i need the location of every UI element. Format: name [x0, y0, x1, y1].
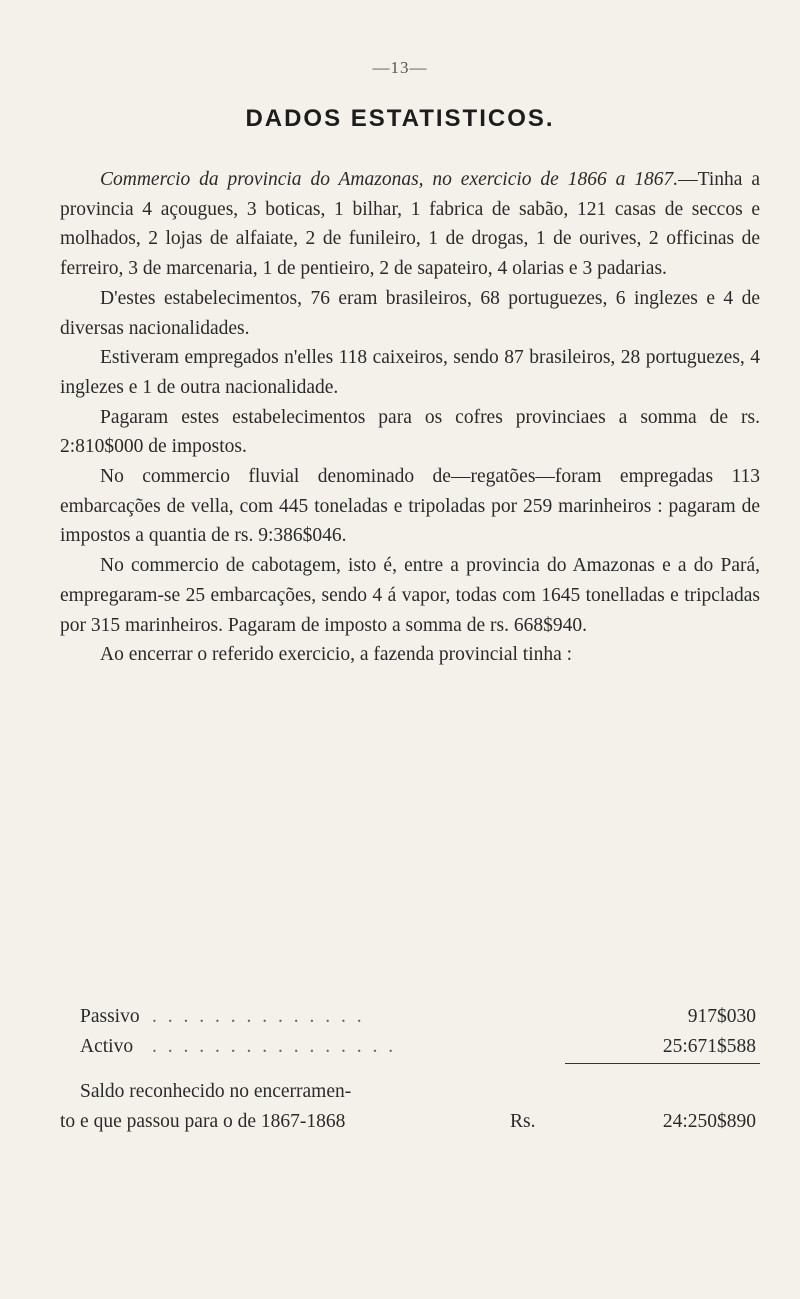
page-title: DADOS ESTATISTICOS.	[245, 105, 555, 132]
leader-dots: . . . . . . . . . . . . . . . .	[152, 1036, 397, 1057]
accounts-table	[60, 1002, 760, 1062]
account-label: Passivo	[80, 1006, 140, 1027]
paragraph-lead: Commercio da provincia do Amazonas, no exercicio de 1866 a 1867.	[100, 169, 679, 190]
paragraph-estabelecimentos: D'estes estabelecimentos, 76 eram brasileiros, 68 portuguezes, 6 inglezes e 4 de diversas nacionalidades.	[60, 287, 760, 339]
leader-dots: . . . . . . . . . . . . . .	[152, 1006, 365, 1027]
paragraph-commercio	[60, 165, 760, 284]
paragraph-cabotagem: No commercio de cabotagem, isto é, entre a provincia do Amazonas e a do Pará, empregaram-se 25 embarcações, sendo 4 á vapor, todas com 1645 tonelladas e tripcladas por 315 marinheiros. Pagaram de imposto a somma de rs. 668$940.	[60, 555, 760, 636]
saldo-text: to e que passou para o de 1867-1868	[60, 1111, 346, 1132]
paragraph-text: —Tinha a provincia 4 açougues, 3 boticas, 1 bilhar, 1 fabrica de sabão, 121 casas de seccos e molhados, 2 lojas de alfaiate, 2 de funileiro, 1 de drogas, 1 de ourives, 2 officinas de ferreiro, 3 de marcenaria, 1 de pentieiro, 2 de sapateiro, 4 olarias e 3 padarias.	[60, 169, 760, 280]
account-row-passivo	[60, 1002, 760, 1032]
saldo-value: 24:250$890	[662, 1111, 756, 1132]
saldo-line-2	[60, 1107, 760, 1137]
account-value: 25:671$588	[662, 1036, 756, 1057]
account-value: 917$030	[687, 1006, 756, 1027]
paragraph-impostos: Pagaram estes estabelecimentos para os cofres provinciaes a somma de rs. 2:810$000 de impostos.	[60, 406, 760, 458]
body-text	[60, 165, 760, 670]
page-number: —13—	[372, 58, 428, 77]
sum-rule-divider	[565, 1063, 760, 1064]
account-row-activo	[60, 1032, 760, 1062]
saldo-block	[60, 1077, 760, 1137]
paragraph-fazenda: Ao encerrar o referido exercicio, a fazenda provincial tinha :	[100, 644, 573, 666]
saldo-currency: Rs.	[510, 1111, 536, 1132]
paragraph-fluvial: No commercio fluvial denominado de—regatões—foram empregadas 113 embarcações de vella, com 445 toneladas e tripoladas por 259 marinheiros : pagaram de impostos a quantia de rs. 9:386$046.	[60, 466, 760, 547]
paragraph-caixeiros: Estiveram empregados n'elles 118 caixeiros, sendo 87 brasileiros, 28 portuguezes, 4 inglezes e 1 de outra nacionalidade.	[60, 347, 760, 398]
account-label: Activo	[80, 1036, 134, 1057]
saldo-line-1: Saldo reconhecido no encerramen-	[80, 1081, 352, 1102]
